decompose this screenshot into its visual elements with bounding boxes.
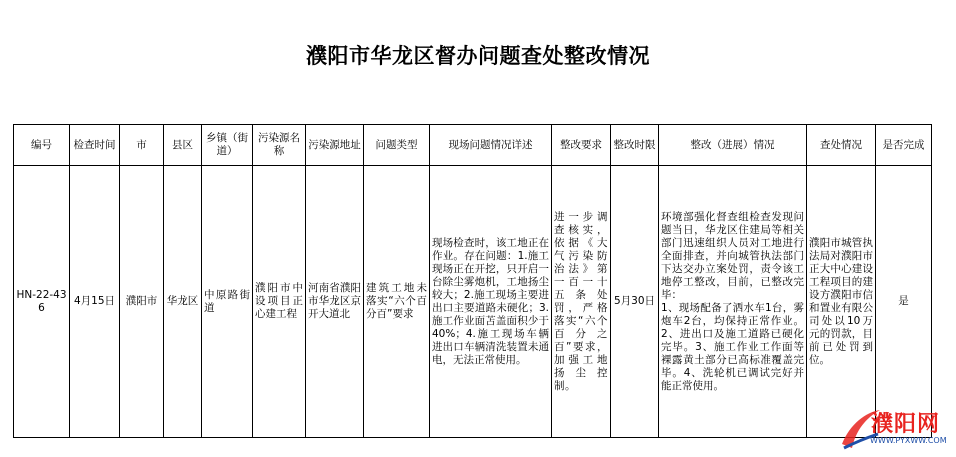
- table-row: [14, 166, 932, 438]
- cell-town: 中原路街道: [202, 166, 253, 438]
- cell-detail: 现场检查时，该工地正在作业。存在问题：1.施工现场正在开挖，只开启一台除尘雾炮机，工地扬尘较大；2.施工现场主要进出口主要道路未硬化；3.施工作业面苫盖面积少于40%；4.施工现场车辆进出口车辆清洗装置未通电，无法正常使用。: [430, 166, 552, 438]
- header-requirement: 整改要求: [552, 125, 611, 166]
- header-problem-type: 问题类型: [364, 125, 430, 166]
- cell-district: 华龙区: [164, 166, 202, 438]
- cell-source-address: 河南省濮阳市华龙区京开大道北: [306, 166, 364, 438]
- watermark-brand: 濮阳网: [871, 412, 941, 437]
- header-district: 县区: [164, 125, 202, 166]
- header-date: 检查时间: [70, 125, 120, 166]
- cell-date: 4月15日: [70, 166, 120, 438]
- page-title: 濮阳市华龙区督办问题查处整改情况: [306, 44, 650, 68]
- header-town: 乡镇（街道）: [202, 125, 253, 166]
- cell-id: HN-22-436: [14, 166, 70, 438]
- header-deadline: 整改时限: [611, 125, 659, 166]
- cell-city: 濮阳市: [120, 166, 164, 438]
- header-source-address: 污染源地址: [306, 125, 364, 166]
- progress-intro: 环境部强化督查组检查发现问题当日，华龙区住建局等相关部门迅速组织人员对工地进行全面排查，并向城管执法部门下达交办立案处罚，责令该工地停工整改，目前，已整改完毕：: [661, 210, 804, 301]
- cell-requirement: 进一步调查核实，依据《大气污染防治法》第一百一十五条处罚，严格落实“六个百分之百”要求，加强工地扬尘控制。: [552, 166, 611, 438]
- cell-problem-type: 建筑工地未落实“六个百分百”要求: [364, 166, 430, 438]
- cell-result: 濮阳市城管执法局对濮阳市正大中心建设工程项目的建设方濮阳市信和置业有限公司处以10万元的罚款，目前已处罚到位。: [807, 166, 876, 438]
- cell-source-name: 濮阳市中设项目正心建工程: [253, 166, 306, 438]
- rectification-table: [13, 124, 932, 438]
- header-completed: 是否完成: [876, 125, 932, 166]
- header-source-name: 污染源名称: [253, 125, 306, 166]
- header-row: [14, 125, 932, 166]
- header-city: 市: [120, 125, 164, 166]
- cell-deadline: 5月30日: [611, 166, 659, 438]
- cell-completed: 是: [876, 166, 932, 438]
- header-id: 编号: [14, 125, 70, 166]
- cell-progress: [659, 166, 807, 438]
- progress-items: 1、现场配备了洒水车1台，雾炮车2台，均保持正常作业。2、进出口及施工道路已硬化完毕。3、施工作业工作面等裸露黄土部分已高标准覆盖完毕。4、洗轮机已调试完好并能正常使用。: [661, 301, 804, 392]
- header-detail: 现场问题情况详述: [430, 125, 552, 166]
- header-result: 查处情况: [807, 125, 876, 166]
- watermark-url: WWW.PYXWW.COM: [870, 436, 947, 445]
- header-progress: 整改（进展）情况: [659, 125, 807, 166]
